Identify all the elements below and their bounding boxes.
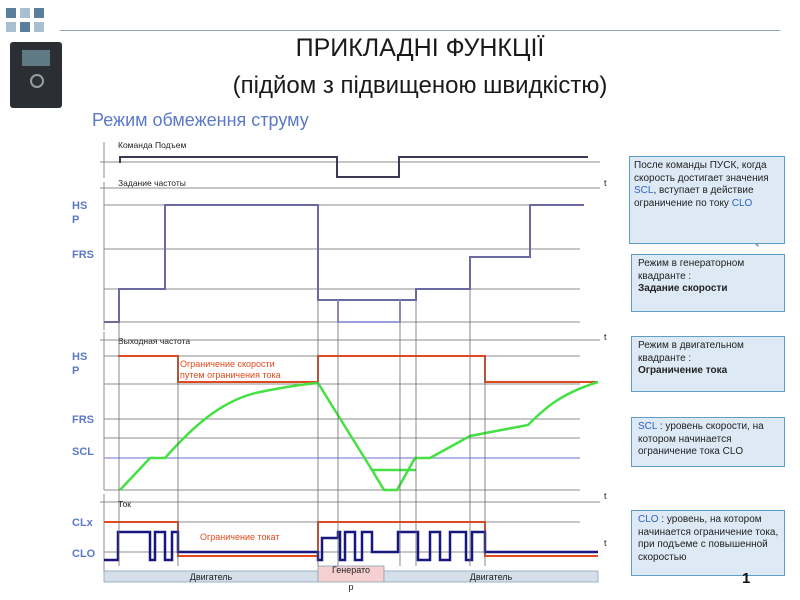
callout-scl-activation-text-1: После команды ПУСК, когда скорость достигает значения [634,160,769,184]
callout-generator-line-1: Режим в генераторном [638,258,745,269]
callout-generator-bold: Задание скорости [638,283,728,294]
level-output-scl: SCL [72,446,94,458]
callout-motor-quadrant [631,336,785,392]
level-output-hsp-2: P [72,365,80,377]
level-output-hsp-1: HS [72,351,88,363]
level-setpoint-hsp-2: P [72,214,80,226]
callout-clo-definition-clo: CLO [638,514,659,525]
callout-scl-activation-clo: CLO [731,197,753,209]
panel-setpoint [72,178,607,330]
level-current-clx: CLx [72,517,93,529]
callout-motor-line-1: Режим в двигательном [638,340,744,351]
mode-bar-label-generator-2: р [348,582,354,592]
page-subtitle: (підйом з підвищеною швидкістю) [232,72,608,99]
trace-command [120,157,588,177]
trace-setpoint-gen [338,300,400,322]
page-title: ПРИКЛАДНІ ФУНКЦІЇ [295,34,545,62]
level-current-clo: CLO [72,548,96,560]
level-setpoint-frs: FRS [72,249,94,261]
callout-scl-activation-scl: SCL [634,185,654,196]
page-number: 1 [742,570,751,587]
trace-setpoint [104,205,584,322]
callout-motor-line-2: квадранте : [638,352,692,364]
label-setpoint: Задание частоты [118,178,186,188]
panel-command [100,140,600,178]
level-output-frs: FRS [72,414,94,426]
callout-clo-definition-text: : уровень, на котором начинается ограничение тока, при подъеме с повышенной скоростью [638,514,779,563]
callout-scl-definition [631,417,785,467]
callout-scl-definition-text: : уровень скорости, на котором начинается ограничение тока CLO [638,421,764,457]
t-label-output: t [604,332,607,342]
callout-generator-quadrant [631,254,785,312]
callout-clo-definition [631,510,785,576]
annotation-speed-limit-2: путем ограничения тока [180,370,281,380]
panel-current [72,491,607,592]
annotation-current-limit: Ограничение токат [200,532,280,542]
label-current: Ток [118,499,131,509]
mode-bar-label-generator-1: Генерато [331,565,371,575]
callout-scl-activation [629,156,785,244]
callout-scl-definition-scl: SCL [638,421,658,432]
t-label-setpoint: t [604,178,607,188]
trace-output-frequency [120,382,598,490]
callout-motor-bold: Ограничение тока [638,365,728,376]
mode-bar-label-motor-1: Двигатель [189,572,233,582]
section-title: Режим обмеження струму [92,110,309,130]
label-command: Команда Подъем [118,140,187,150]
callout-scl-activation-text-2: , вступает в действие ограничение по току [634,185,754,209]
event-lines [119,289,485,566]
panel-output [72,332,607,490]
mode-bar-label-motor-2: Двигатель [469,572,513,582]
level-setpoint-hsp-1: HS [72,200,88,212]
t-label-current: t [604,491,607,501]
callout-generator-line-2: квадранте : [638,270,692,282]
t-label-current-2: t [604,538,607,548]
label-output: Выходная частота [118,336,191,346]
annotation-speed-limit-1: Ограничение скорости [180,359,275,369]
